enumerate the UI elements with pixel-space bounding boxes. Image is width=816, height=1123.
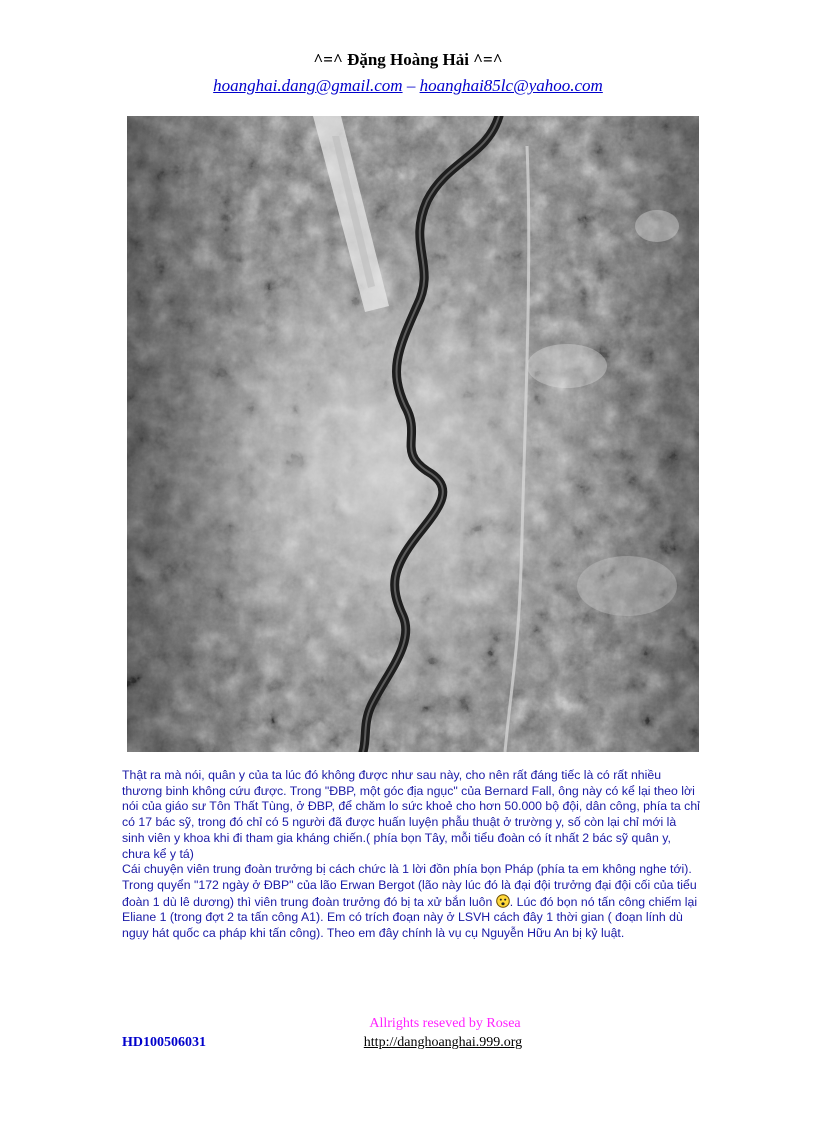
- author-emails: [0, 76, 816, 96]
- email-separator: –: [402, 76, 420, 95]
- email-link-gmail[interactable]: hoanghai.dang@gmail.com: [213, 76, 403, 95]
- article-body: [122, 768, 702, 942]
- website-link[interactable]: http://danghoanghai.999.org: [363, 1035, 523, 1050]
- paragraph-commander-part2: . Lúc đó bọn nó tấn công chiếm lại Eliane 1 (trong đợt 2 ta tấn công A1). Em có trích đoạn này ở LSVH cách đây 1 thời gian ( đoạn lính dù ngụy hát quốc ca pháp khi tấn công). Theo em đây chính là vụ cụ Nguyễn Hữu An bị kỷ luật.: [122, 894, 698, 941]
- paragraph-medical: Thật ra mà nói, quân y của ta lúc đó không được như sau này, cho nên rất đáng tiếc là có rất nhiều thương binh không cứu được. Trong "ĐBP, một góc địa ngục" của Bernard Fall, ông này có kể lại theo lời nói của giáo sư Tôn Thất Tùng, ở ĐBP, để chăm lo sức khoẻ cho hơn 50.000 bộ đội, dân công, phía ta chỉ có 17 bác sỹ, trong đó chỉ có 5 người đã được huấn luyện phẫu thuật ở trường y, số còn lại chỉ mới là sinh viên y khoa khi đi tham gia kháng chiến.( phía bọn Tây, mỗi tiểu đoàn có ít nhất 2 bác sỹ quân y, chưa kể y tá): [122, 768, 700, 861]
- paragraph-commander-part1: Cái chuyện viên trung đoàn trưởng bị cách chức là 1 lời đồn phía bọn Pháp (phía ta em không nghe tới). Trong quyển "172 ngày ở ĐBP" của lão Erwan Bergot (lão này lúc đó là đại đội trưởng đại đội cối của tiểu đoàn 1 dù lê dương) thì viên trung đoàn trưởng đó bị ta xử bắn luôn: [122, 862, 697, 909]
- smiley-icon: [496, 894, 510, 908]
- aerial-photo: [127, 116, 699, 752]
- email-link-yahoo[interactable]: hoanghai85lc@yahoo.com: [419, 76, 603, 95]
- author-title: ^=^ Đặng Hoàng Hải ^=^: [313, 50, 503, 69]
- paragraph-commander: [122, 862, 702, 942]
- copyright-notice: Allrights reseved by Rosea: [369, 1016, 521, 1031]
- document-id: HD100506031: [122, 1035, 206, 1050]
